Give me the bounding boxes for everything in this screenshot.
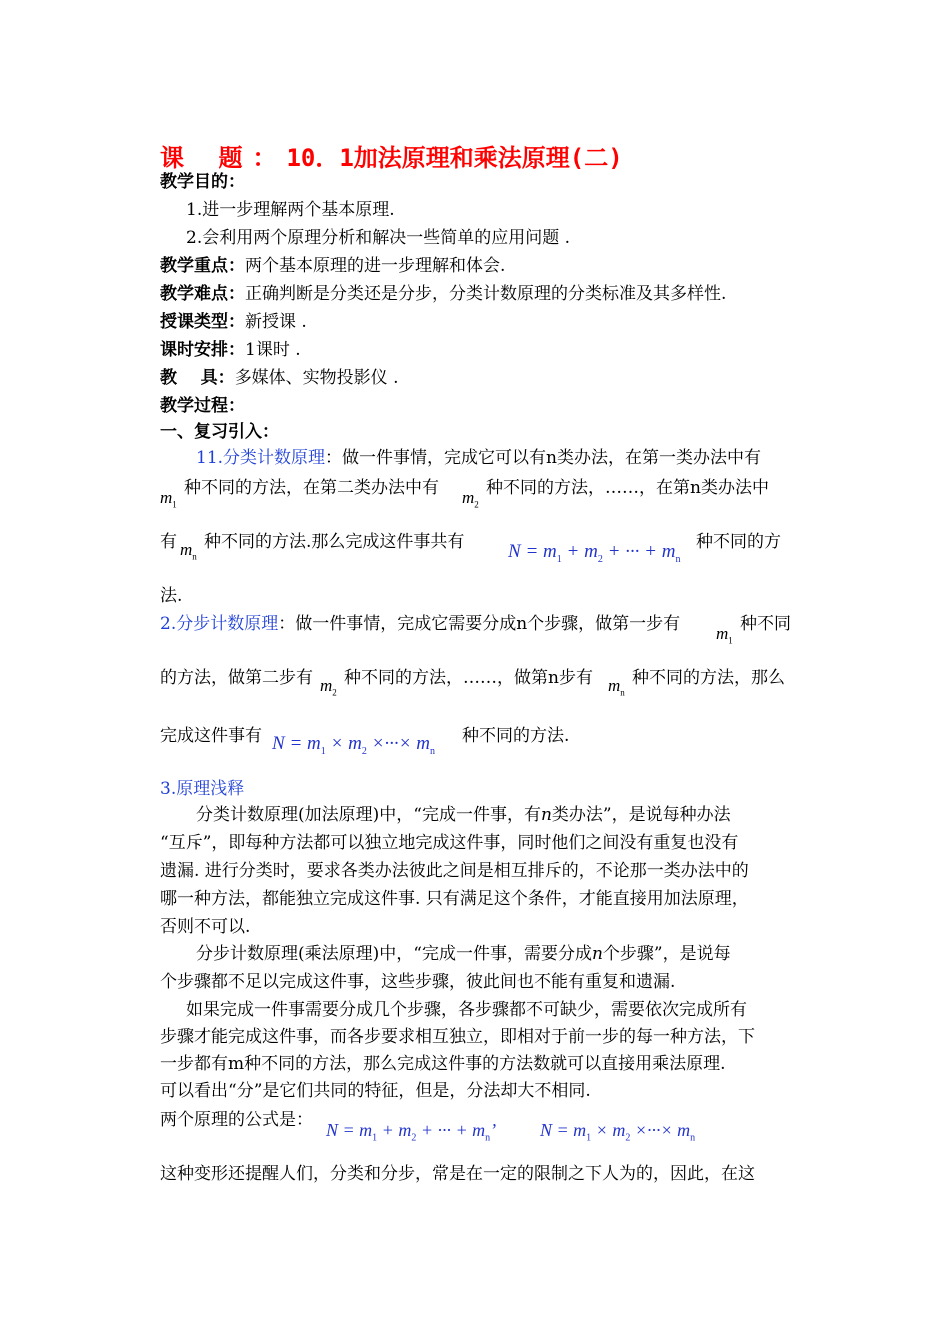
var-mn: $m_n$ [180,540,197,562]
lesson-type-label: 授课类型： [160,312,245,332]
p3-para2-line2: 个步骤都不足以完成这件事，这些步骤，彼此间也不能有重复和遗漏. [160,972,676,992]
key-point-row [160,254,505,278]
p2-line2a: 的方法，做第二步有 [160,668,313,688]
p2-label: 2.分步计数原理 [160,614,279,634]
objective-item-1: 1.进一步理解两个基本原理. [186,200,395,220]
lesson-type-row [160,310,307,334]
p3-para1-line3: 遗漏. 进行分类时，要求各类办法彼此之间是相互排斥的，不论那一类办法中的 [160,861,749,881]
p2-line1b: 种不同 [740,614,791,634]
p3-last-line: 这种变形还提醒人们，分类和分步，常是在一定的限制之下人为的，因此，在这 [160,1164,755,1184]
key-point-text: 两个基本原理的进一步理解和体会. [245,256,506,276]
p3-para1-line4: 哪一种方法，都能独立完成这件事. 只有满足这个条件，才能直接用加法原理， [160,889,749,909]
lesson-type-text: 新授课 . [245,312,307,332]
title-text: 10．1加法原理和乘法原理(二) [286,144,623,172]
formula-multiplication: $N = m_1 \times m_2$ ×···× $m_n$ [272,733,435,757]
formula-addition: $N = m_1 + m_2$ + ··· + $m_n$ [508,541,681,565]
objective-item-2: 2.会利用两个原理分析和解决一些简单的应用问题 . [186,228,571,248]
p3-para3-line1: 如果完成一件事需要分成几个步骤，各步骤都不可缺少，需要依次完成所有 [186,1000,747,1020]
p3-para3-line4: 可以看出“分”是它们共同的特征，但是，分法却大不相同. [160,1081,591,1101]
tools-text: 多媒体、实物投影仪 . [234,368,399,388]
var-m1: $m_1$ [160,488,177,510]
var-n-italic: n [540,805,552,825]
p3-para1-line2: “互斥”，即每种方法都可以独立地完成这件事，同时他们之间没有重复也没有 [160,833,739,853]
p1-line3b: 种不同的方法.那么完成这件事共有 [204,532,465,552]
p3-para3-line2: 步骤才能完成这件事，而各步要求相互独立，即相对于前一步的每一种方法，下 [160,1027,755,1047]
difficulty-text: 正确判断是分类还是分步，分类计数原理的分类标准及其多样性. [245,284,727,304]
title-label: 课 题： [160,144,287,172]
lesson-title [160,138,623,173]
p3-para2-line1: 分步计数原理(乘法原理)中，“完成一件事，需要分成n个步骤”，是说每 [196,944,731,964]
difficulty-row [160,282,726,306]
p2-line3a: 完成这件事有 [160,726,262,746]
var-m1-step: $m_1$ [716,624,733,646]
p3-formula-label: 两个原理的公式是： [160,1110,313,1130]
p1-line4: 法. [160,586,183,606]
process-heading: 教学过程： [160,396,245,416]
var-m2-step: $m_2$ [320,676,337,698]
p2-line1-text: ：做一件事情，完成它需要分成n个步骤，做第一步有 [278,614,681,634]
p3-para1-line1: 分类计数原理(加法原理)中，“完成一件事，有n类办法”，是说每种办法 [196,805,731,825]
p1-line3c: 种不同的方 [696,532,781,552]
p3-heading: 3.原理浅释 [160,779,245,799]
key-point-label: 教学重点： [160,256,245,276]
p2-line1 [160,612,680,636]
hours-row [160,338,301,362]
p1-line3a: 有 [160,532,177,552]
hours-text: 1课时 . [245,340,301,360]
p2-line2c: 种不同的方法，那么 [632,668,785,688]
var-n-italic-2: n [591,944,603,964]
p2-line3b: 种不同的方法. [462,726,570,746]
hours-label: 课时安排： [160,340,245,360]
tools-row [160,366,399,390]
section1-heading: 一、复习引入： [160,422,279,442]
formula-addition-2: $N = m_1 + m_2$ + ··· + $m_n$’ [326,1120,497,1144]
objectives-heading: 教学目的： [160,172,245,192]
var-mn-step: $m_n$ [608,676,625,698]
formula-multiplication-2: $N = m_1 \times m_2$ ×···× $m_n$ [540,1120,696,1144]
tools-label: 教 具： [160,368,235,388]
p3-para3-line3: 一步都有m种不同的方法，那么完成这件事的方法数就可以直接用乘法原理. [160,1054,726,1074]
p1-label: 11.分类计数原理 [196,448,326,468]
p3-para1-line5: 否则不可以. [160,917,251,937]
p1-line1 [196,446,761,470]
p1-line2b: 种不同的方法，……，在第n类办法中 [486,478,769,498]
difficulty-label: 教学难点： [160,284,245,304]
p1-line1-text: ：做一件事情，完成它可以有n类办法，在第一类办法中有 [325,448,761,468]
var-m2: $m_2$ [462,488,479,510]
p1-line2a: 种不同的方法，在第二类办法中有 [184,478,439,498]
p2-line2b: 种不同的方法，……，做第n步有 [344,668,593,688]
